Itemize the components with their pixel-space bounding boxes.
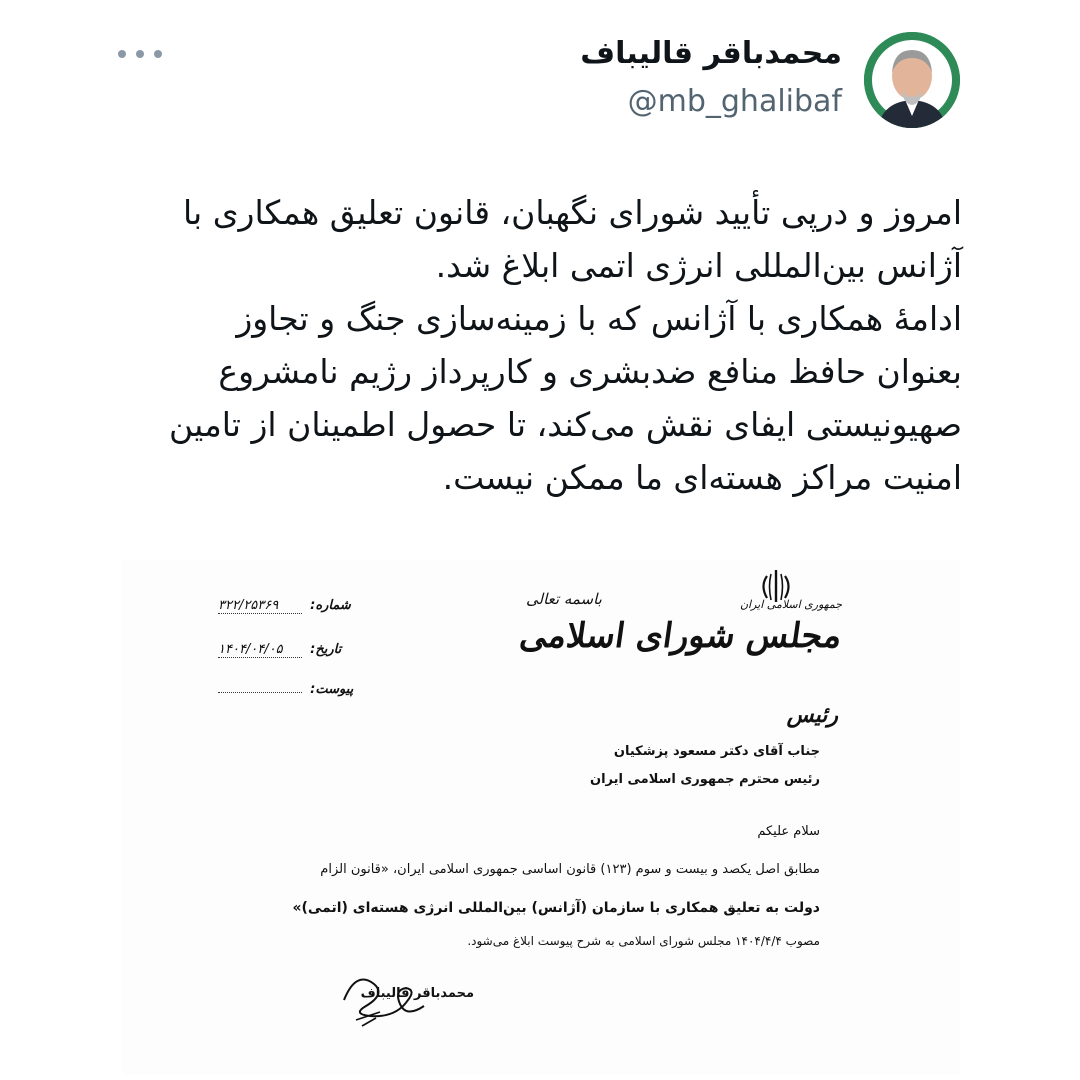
- body-line-3: مصوب ۱۴۰۴/۴/۴ مجلس شورای اسلامی به شرح پیوست ابلاغ می‌شود.: [467, 934, 820, 948]
- dot: [136, 50, 144, 58]
- profile-photo: [864, 32, 960, 128]
- doc-header-logo: مجلس شورای اسلامی: [517, 616, 845, 656]
- user-handle[interactable]: @mb_ghalibaf: [627, 84, 842, 119]
- bismillah: باسمه تعالی: [526, 590, 602, 608]
- greeting: سلام علیکم: [757, 824, 820, 839]
- tweet-header: [0, 0, 1080, 150]
- tweet-line: آژانس بین‌المللی انرژی اتمی ابلاغ شد.: [435, 246, 962, 285]
- doc-number-label: شماره:: [310, 598, 351, 613]
- signer-name: محمدباقر قالیباف: [360, 986, 474, 1001]
- tweet-line: امروز و درپی تأیید شورای نگهبان، قانون تعلیق همکاری با: [182, 193, 962, 232]
- doc-attachment-label: پیوست:: [310, 682, 354, 697]
- doc-header-country: جمهوری اسلامی ایران: [739, 598, 842, 611]
- avatar[interactable]: [864, 32, 960, 128]
- tweet-line: ادامهٔ همکاری با آژانس که با زمینه‌سازی جنگ و تجاوز: [236, 299, 962, 338]
- dot: [118, 50, 126, 58]
- doc-number-value: ۳۲۲/۲۵۳۶۹: [218, 598, 302, 614]
- recipient-line-2: رئیس محترم جمهوری اسلامی ایران: [590, 772, 820, 787]
- display-name[interactable]: محمدباقر قالیباف: [580, 36, 842, 71]
- signature-icon: [336, 960, 432, 1034]
- dot: [154, 50, 162, 58]
- tweet-line: صهیونیستی ایفای نقش می‌کند، تا حصول اطمینان از تامین: [169, 405, 962, 444]
- recipient-line-1: جناب آقای دکتر مسعود پزشکیان: [613, 744, 820, 759]
- attached-document-image[interactable]: [122, 560, 960, 1075]
- tweet-text: [110, 186, 962, 504]
- doc-attachment-value: [218, 692, 302, 693]
- more-dots-icon[interactable]: [118, 42, 162, 66]
- doc-number-row: [218, 598, 351, 614]
- doc-attachment-row: [218, 682, 353, 697]
- doc-date-label: تاریخ:: [310, 642, 342, 657]
- body-line-1: مطابق اصل یکصد و بیست و سوم (۱۲۳) قانون اساسی جمهوری اسلامی ایران، «قانون الزام: [320, 862, 820, 877]
- doc-date-row: [218, 642, 341, 658]
- tweet-line: امنیت مراکز هسته‌ای ما ممکن نیست.: [442, 458, 962, 497]
- tweet-line: بعنوان حافظ منافع ضدبشری و کارپرداز رژیم نامشروع: [218, 352, 962, 391]
- doc-header-role: رئیس: [786, 702, 838, 728]
- body-line-2: دولت به تعلیق همکاری با سازمان (آژانس) بین‌المللی انرژی هسته‌ای (اتمی)»: [292, 900, 820, 916]
- doc-date-value: ۱۴۰۴/۰۴/۰۵: [218, 642, 302, 658]
